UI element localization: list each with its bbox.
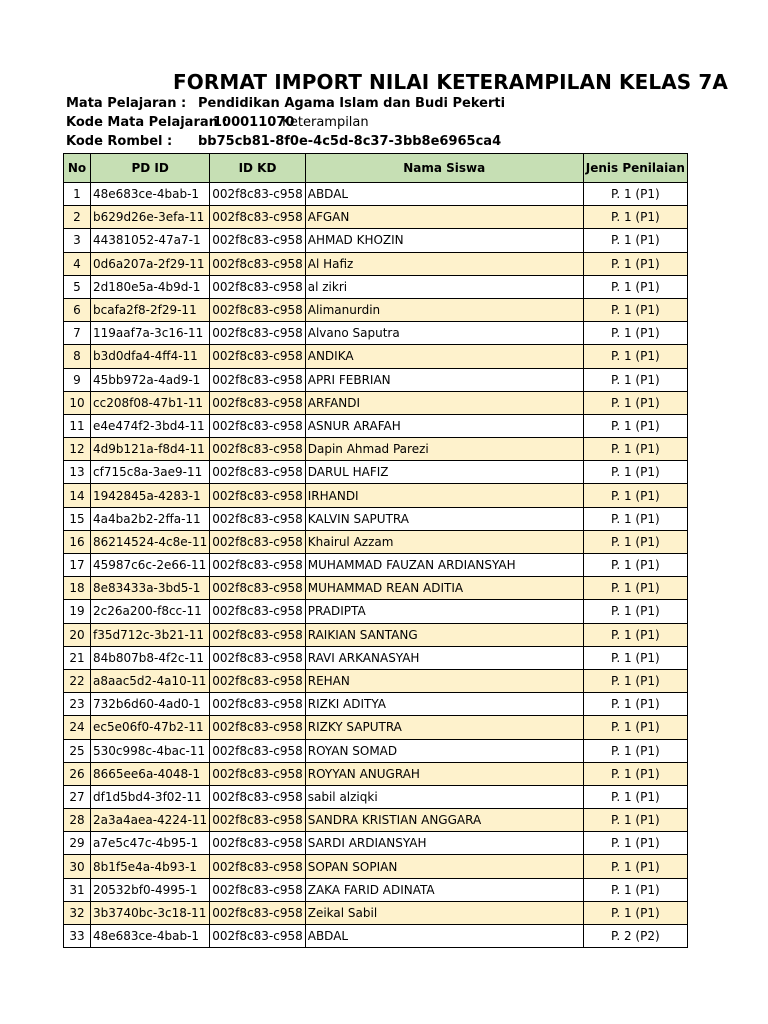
cell-pd-id[interactable]: 1942845a-4283-1 bbox=[91, 484, 210, 507]
cell-id-kd[interactable]: 002f8c83-c958 bbox=[210, 275, 305, 298]
table-row bbox=[64, 507, 688, 530]
table-row bbox=[64, 391, 688, 414]
cell-jenis-penilaian[interactable]: P. 1 (P1) bbox=[583, 229, 687, 252]
table-row bbox=[64, 345, 688, 368]
cell-nama-siswa[interactable]: ARFANDI bbox=[305, 391, 583, 414]
cell-no[interactable]: 32 bbox=[64, 901, 91, 924]
cell-jenis-penilaian[interactable]: P. 1 (P1) bbox=[583, 322, 687, 345]
cell-jenis-penilaian[interactable]: P. 1 (P1) bbox=[583, 739, 687, 762]
cell-pd-id[interactable]: f35d712c-3b21-11 bbox=[91, 623, 210, 646]
cell-no[interactable]: 13 bbox=[64, 461, 91, 484]
cell-id-kd[interactable]: 002f8c83-c958 bbox=[210, 530, 305, 553]
cell-no[interactable]: 31 bbox=[64, 878, 91, 901]
cell-nama-siswa[interactable]: Al Hafiz bbox=[305, 252, 583, 275]
cell-id-kd[interactable]: 002f8c83-c958 bbox=[210, 484, 305, 507]
cell-nama-siswa[interactable]: RIZKY SAPUTRA bbox=[305, 716, 583, 739]
cell-pd-id[interactable]: 8b1f5e4a-4b93-1 bbox=[91, 855, 210, 878]
cell-nama-siswa[interactable]: PRADIPTA bbox=[305, 600, 583, 623]
cell-no[interactable]: 21 bbox=[64, 646, 91, 669]
cell-jenis-penilaian[interactable]: P. 1 (P1) bbox=[583, 183, 687, 206]
cell-pd-id[interactable]: e4e474f2-3bd4-11 bbox=[91, 414, 210, 437]
cell-id-kd[interactable]: 002f8c83-c958 bbox=[210, 298, 305, 321]
cell-jenis-penilaian[interactable]: P. 1 (P1) bbox=[583, 855, 687, 878]
cell-pd-id[interactable]: b3d0dfa4-4ff4-11 bbox=[91, 345, 210, 368]
cell-nama-siswa[interactable]: ROYAN SOMAD bbox=[305, 739, 583, 762]
table-row bbox=[64, 809, 688, 832]
table-row bbox=[64, 623, 688, 646]
cell-no[interactable]: 8 bbox=[64, 345, 91, 368]
cell-nama-siswa[interactable]: APRI FEBRIAN bbox=[305, 368, 583, 391]
cell-jenis-penilaian[interactable]: P. 1 (P1) bbox=[583, 809, 687, 832]
cell-nama-siswa[interactable]: Khairul Azzam bbox=[305, 530, 583, 553]
cell-pd-id[interactable]: 20532bf0-4995-1 bbox=[91, 878, 210, 901]
cell-jenis-penilaian[interactable]: P. 1 (P1) bbox=[583, 832, 687, 855]
cell-jenis-penilaian[interactable]: P. 1 (P1) bbox=[583, 252, 687, 275]
cell-nama-siswa[interactable]: RAVI ARKANASYAH bbox=[305, 646, 583, 669]
cell-pd-id[interactable]: b629d26e-3efa-11 bbox=[91, 206, 210, 229]
kode-mapel-type: Keterampilan bbox=[282, 115, 369, 130]
cell-no[interactable]: 18 bbox=[64, 577, 91, 600]
table-row bbox=[64, 252, 688, 275]
cell-id-kd[interactable]: 002f8c83-c958 bbox=[210, 507, 305, 530]
mapel-label: Mata Pelajaran : bbox=[66, 96, 187, 111]
header-no: No bbox=[64, 154, 91, 183]
table-row bbox=[64, 832, 688, 855]
cell-id-kd[interactable]: 002f8c83-c958 bbox=[210, 716, 305, 739]
cell-no[interactable]: 14 bbox=[64, 484, 91, 507]
cell-jenis-penilaian[interactable]: P. 1 (P1) bbox=[583, 461, 687, 484]
cell-pd-id[interactable]: 48e683ce-4bab-1 bbox=[91, 925, 210, 948]
cell-pd-id[interactable]: a7e5c47c-4b95-1 bbox=[91, 832, 210, 855]
cell-nama-siswa[interactable]: SANDRA KRISTIAN ANGGARA bbox=[305, 809, 583, 832]
cell-no[interactable]: 19 bbox=[64, 600, 91, 623]
cell-pd-id[interactable]: 84b807b8-4f2c-11 bbox=[91, 646, 210, 669]
cell-pd-id[interactable]: 0d6a207a-2f29-11 bbox=[91, 252, 210, 275]
cell-nama-siswa[interactable]: RAIKIAN SANTANG bbox=[305, 623, 583, 646]
table-row bbox=[64, 229, 688, 252]
cell-jenis-penilaian[interactable]: P. 1 (P1) bbox=[583, 646, 687, 669]
cell-id-kd[interactable]: 002f8c83-c958 bbox=[210, 809, 305, 832]
cell-id-kd[interactable]: 002f8c83-c958 bbox=[210, 623, 305, 646]
cell-pd-id[interactable]: ec5e06f0-47b2-11 bbox=[91, 716, 210, 739]
table-row bbox=[64, 901, 688, 924]
cell-no[interactable]: 26 bbox=[64, 762, 91, 785]
cell-jenis-penilaian[interactable]: P. 1 (P1) bbox=[583, 345, 687, 368]
cell-no[interactable]: 20 bbox=[64, 623, 91, 646]
table-row bbox=[64, 785, 688, 808]
cell-jenis-penilaian[interactable]: P. 1 (P1) bbox=[583, 391, 687, 414]
cell-id-kd[interactable]: 002f8c83-c958 bbox=[210, 925, 305, 948]
cell-no[interactable]: 11 bbox=[64, 414, 91, 437]
table-row bbox=[64, 716, 688, 739]
cell-no[interactable]: 5 bbox=[64, 275, 91, 298]
cell-no[interactable]: 7 bbox=[64, 322, 91, 345]
cell-pd-id[interactable]: 2c26a200-f8cc-11 bbox=[91, 600, 210, 623]
cell-nama-siswa[interactable]: SARDI ARDIANSYAH bbox=[305, 832, 583, 855]
kode-rombel-value: bb75cb81-8f0e-4c5d-8c37-3bb8e6965ca4 bbox=[198, 134, 502, 149]
cell-pd-id[interactable]: 732b6d60-4ad0-1 bbox=[91, 693, 210, 716]
table-row bbox=[64, 298, 688, 321]
cell-pd-id[interactable]: 44381052-47a7-1 bbox=[91, 229, 210, 252]
cell-no[interactable]: 15 bbox=[64, 507, 91, 530]
cell-nama-siswa[interactable]: Zeikal Sabil bbox=[305, 901, 583, 924]
table-row bbox=[64, 322, 688, 345]
cell-nama-siswa[interactable]: AHMAD KHOZIN bbox=[305, 229, 583, 252]
cell-jenis-penilaian[interactable]: P. 1 (P1) bbox=[583, 623, 687, 646]
table-row bbox=[64, 739, 688, 762]
cell-no[interactable]: 23 bbox=[64, 693, 91, 716]
kode-rombel-label: Kode Rombel : bbox=[66, 134, 173, 149]
cell-nama-siswa[interactable]: ABDAL bbox=[305, 925, 583, 948]
cell-nama-siswa[interactable]: ABDAL bbox=[305, 183, 583, 206]
table-row bbox=[64, 275, 688, 298]
cell-id-kd[interactable]: 002f8c83-c958 bbox=[210, 832, 305, 855]
nilai-table bbox=[63, 153, 688, 948]
cell-pd-id[interactable]: 119aaf7a-3c16-11 bbox=[91, 322, 210, 345]
table-row bbox=[64, 554, 688, 577]
cell-nama-siswa[interactable]: REHAN bbox=[305, 669, 583, 692]
kode-mapel-label: Kode Mata Pelajaran : bbox=[66, 115, 228, 130]
cell-nama-siswa[interactable]: RIZKI ADITYA bbox=[305, 693, 583, 716]
cell-no[interactable]: 1 bbox=[64, 183, 91, 206]
cell-no[interactable]: 33 bbox=[64, 925, 91, 948]
cell-id-kd[interactable]: 002f8c83-c958 bbox=[210, 554, 305, 577]
cell-no[interactable]: 10 bbox=[64, 391, 91, 414]
cell-no[interactable]: 25 bbox=[64, 739, 91, 762]
table-body bbox=[64, 183, 688, 948]
cell-id-kd[interactable]: 002f8c83-c958 bbox=[210, 438, 305, 461]
cell-nama-siswa[interactable]: ZAKA FARID ADINATA bbox=[305, 878, 583, 901]
cell-id-kd[interactable]: 002f8c83-c958 bbox=[210, 368, 305, 391]
cell-id-kd[interactable]: 002f8c83-c958 bbox=[210, 183, 305, 206]
cell-no[interactable]: 28 bbox=[64, 809, 91, 832]
cell-pd-id[interactable]: 48e683ce-4bab-1 bbox=[91, 183, 210, 206]
cell-pd-id[interactable]: 8665ee6a-4048-1 bbox=[91, 762, 210, 785]
cell-pd-id[interactable]: 45987c6c-2e66-11 bbox=[91, 554, 210, 577]
cell-id-kd[interactable]: 002f8c83-c958 bbox=[210, 878, 305, 901]
cell-jenis-penilaian[interactable]: P. 1 (P1) bbox=[583, 785, 687, 808]
cell-id-kd[interactable]: 002f8c83-c958 bbox=[210, 739, 305, 762]
cell-jenis-penilaian[interactable]: P. 1 (P1) bbox=[583, 438, 687, 461]
cell-jenis-penilaian[interactable]: P. 1 (P1) bbox=[583, 507, 687, 530]
cell-no[interactable]: 4 bbox=[64, 252, 91, 275]
cell-no[interactable]: 27 bbox=[64, 785, 91, 808]
cell-id-kd[interactable]: 002f8c83-c958 bbox=[210, 577, 305, 600]
table-row bbox=[64, 461, 688, 484]
cell-jenis-penilaian[interactable]: P. 1 (P1) bbox=[583, 414, 687, 437]
cell-nama-siswa[interactable]: al zikri bbox=[305, 275, 583, 298]
cell-jenis-penilaian[interactable]: P. 1 (P1) bbox=[583, 901, 687, 924]
table-row bbox=[64, 878, 688, 901]
cell-no[interactable]: 16 bbox=[64, 530, 91, 553]
cell-id-kd[interactable]: 002f8c83-c958 bbox=[210, 461, 305, 484]
cell-id-kd[interactable]: 002f8c83-c958 bbox=[210, 252, 305, 275]
cell-id-kd[interactable]: 002f8c83-c958 bbox=[210, 669, 305, 692]
cell-pd-id[interactable]: cf715c8a-3ae9-11 bbox=[91, 461, 210, 484]
table-row bbox=[64, 855, 688, 878]
cell-jenis-penilaian[interactable]: P. 1 (P1) bbox=[583, 577, 687, 600]
cell-no[interactable]: 3 bbox=[64, 229, 91, 252]
cell-id-kd[interactable]: 002f8c83-c958 bbox=[210, 693, 305, 716]
cell-no[interactable]: 30 bbox=[64, 855, 91, 878]
cell-nama-siswa[interactable]: Alimanurdin bbox=[305, 298, 583, 321]
cell-id-kd[interactable]: 002f8c83-c958 bbox=[210, 762, 305, 785]
mapel-value: Pendidikan Agama Islam dan Budi Pekerti bbox=[198, 96, 506, 111]
cell-pd-id[interactable]: 2d180e5a-4b9d-1 bbox=[91, 275, 210, 298]
cell-nama-siswa[interactable]: ASNUR ARAFAH bbox=[305, 414, 583, 437]
cell-id-kd[interactable]: 002f8c83-c958 bbox=[210, 646, 305, 669]
cell-id-kd[interactable]: 002f8c83-c958 bbox=[210, 345, 305, 368]
cell-jenis-penilaian[interactable]: P. 1 (P1) bbox=[583, 878, 687, 901]
cell-id-kd[interactable]: 002f8c83-c958 bbox=[210, 785, 305, 808]
cell-id-kd[interactable]: 002f8c83-c958 bbox=[210, 229, 305, 252]
cell-jenis-penilaian[interactable]: P. 1 (P1) bbox=[583, 600, 687, 623]
cell-jenis-penilaian[interactable]: P. 1 (P1) bbox=[583, 275, 687, 298]
cell-no[interactable]: 12 bbox=[64, 438, 91, 461]
table-row bbox=[64, 530, 688, 553]
table-row bbox=[64, 925, 688, 948]
cell-jenis-penilaian[interactable]: P. 1 (P1) bbox=[583, 716, 687, 739]
table-row bbox=[64, 206, 688, 229]
page-title: FORMAT IMPORT NILAI KETERAMPILAN KELAS 7A bbox=[173, 70, 728, 94]
cell-jenis-penilaian[interactable]: P. 1 (P1) bbox=[583, 206, 687, 229]
cell-id-kd[interactable]: 002f8c83-c958 bbox=[210, 322, 305, 345]
cell-nama-siswa[interactable]: MUHAMMAD REAN ADITIA bbox=[305, 577, 583, 600]
table-row bbox=[64, 646, 688, 669]
table-row bbox=[64, 484, 688, 507]
cell-pd-id[interactable]: 530c998c-4bac-11 bbox=[91, 739, 210, 762]
table-row bbox=[64, 577, 688, 600]
cell-pd-id[interactable]: cc208f08-47b1-11 bbox=[91, 391, 210, 414]
cell-jenis-penilaian[interactable]: P. 1 (P1) bbox=[583, 554, 687, 577]
cell-nama-siswa[interactable]: AFGAN bbox=[305, 206, 583, 229]
table-row bbox=[64, 600, 688, 623]
table-row bbox=[64, 414, 688, 437]
cell-no[interactable]: 6 bbox=[64, 298, 91, 321]
cell-pd-id[interactable]: 45bb972a-4ad9-1 bbox=[91, 368, 210, 391]
cell-nama-siswa[interactable]: KALVIN SAPUTRA bbox=[305, 507, 583, 530]
cell-jenis-penilaian[interactable]: P. 2 (P2) bbox=[583, 925, 687, 948]
cell-nama-siswa[interactable]: IRHANDI bbox=[305, 484, 583, 507]
table-header-row bbox=[64, 154, 688, 183]
table-row bbox=[64, 183, 688, 206]
cell-pd-id[interactable]: 86214524-4c8e-11 bbox=[91, 530, 210, 553]
cell-no[interactable]: 2 bbox=[64, 206, 91, 229]
cell-nama-siswa[interactable]: ROYYAN ANUGRAH bbox=[305, 762, 583, 785]
cell-no[interactable]: 9 bbox=[64, 368, 91, 391]
cell-pd-id[interactable]: a8aac5d2-4a10-11 bbox=[91, 669, 210, 692]
cell-id-kd[interactable]: 002f8c83-c958 bbox=[210, 901, 305, 924]
header-pd-id: PD ID bbox=[91, 154, 210, 183]
cell-pd-id[interactable]: 2a3a4aea-4224-11 bbox=[91, 809, 210, 832]
cell-no[interactable]: 17 bbox=[64, 554, 91, 577]
cell-jenis-penilaian[interactable]: P. 1 (P1) bbox=[583, 298, 687, 321]
cell-no[interactable]: 24 bbox=[64, 716, 91, 739]
table-row bbox=[64, 368, 688, 391]
table-row bbox=[64, 438, 688, 461]
header-jenis-penilaian: Jenis Penilaian bbox=[583, 154, 687, 183]
cell-nama-siswa[interactable]: DARUL HAFIZ bbox=[305, 461, 583, 484]
kode-mapel-value: 100011070 bbox=[213, 115, 295, 130]
cell-pd-id[interactable]: 3b3740bc-3c18-11 bbox=[91, 901, 210, 924]
cell-jenis-penilaian[interactable]: P. 1 (P1) bbox=[583, 530, 687, 553]
cell-pd-id[interactable]: 4a4ba2b2-2ffa-11 bbox=[91, 507, 210, 530]
cell-jenis-penilaian[interactable]: P. 1 (P1) bbox=[583, 484, 687, 507]
cell-id-kd[interactable]: 002f8c83-c958 bbox=[210, 855, 305, 878]
header-nama-siswa: Nama Siswa bbox=[305, 154, 583, 183]
cell-nama-siswa[interactable]: ANDIKA bbox=[305, 345, 583, 368]
table-row bbox=[64, 669, 688, 692]
cell-nama-siswa[interactable]: sabil alziqki bbox=[305, 785, 583, 808]
cell-id-kd[interactable]: 002f8c83-c958 bbox=[210, 600, 305, 623]
header-id-kd: ID KD bbox=[210, 154, 305, 183]
cell-id-kd[interactable]: 002f8c83-c958 bbox=[210, 414, 305, 437]
cell-pd-id[interactable]: df1d5bd4-3f02-11 bbox=[91, 785, 210, 808]
table-row bbox=[64, 762, 688, 785]
cell-id-kd[interactable]: 002f8c83-c958 bbox=[210, 206, 305, 229]
cell-no[interactable]: 22 bbox=[64, 669, 91, 692]
cell-nama-siswa[interactable]: MUHAMMAD FAUZAN ARDIANSYAH bbox=[305, 554, 583, 577]
cell-jenis-penilaian[interactable]: P. 1 (P1) bbox=[583, 669, 687, 692]
cell-nama-siswa[interactable]: Dapin Ahmad Parezi bbox=[305, 438, 583, 461]
cell-pd-id[interactable]: bcafa2f8-2f29-11 bbox=[91, 298, 210, 321]
cell-jenis-penilaian[interactable]: P. 1 (P1) bbox=[583, 693, 687, 716]
cell-no[interactable]: 29 bbox=[64, 832, 91, 855]
cell-jenis-penilaian[interactable]: P. 1 (P1) bbox=[583, 368, 687, 391]
cell-pd-id[interactable]: 8e83433a-3bd5-1 bbox=[91, 577, 210, 600]
cell-nama-siswa[interactable]: Alvano Saputra bbox=[305, 322, 583, 345]
cell-jenis-penilaian[interactable]: P. 1 (P1) bbox=[583, 762, 687, 785]
table-row bbox=[64, 693, 688, 716]
cell-pd-id[interactable]: 4d9b121a-f8d4-11 bbox=[91, 438, 210, 461]
cell-id-kd[interactable]: 002f8c83-c958 bbox=[210, 391, 305, 414]
cell-nama-siswa[interactable]: SOPAN SOPIAN bbox=[305, 855, 583, 878]
